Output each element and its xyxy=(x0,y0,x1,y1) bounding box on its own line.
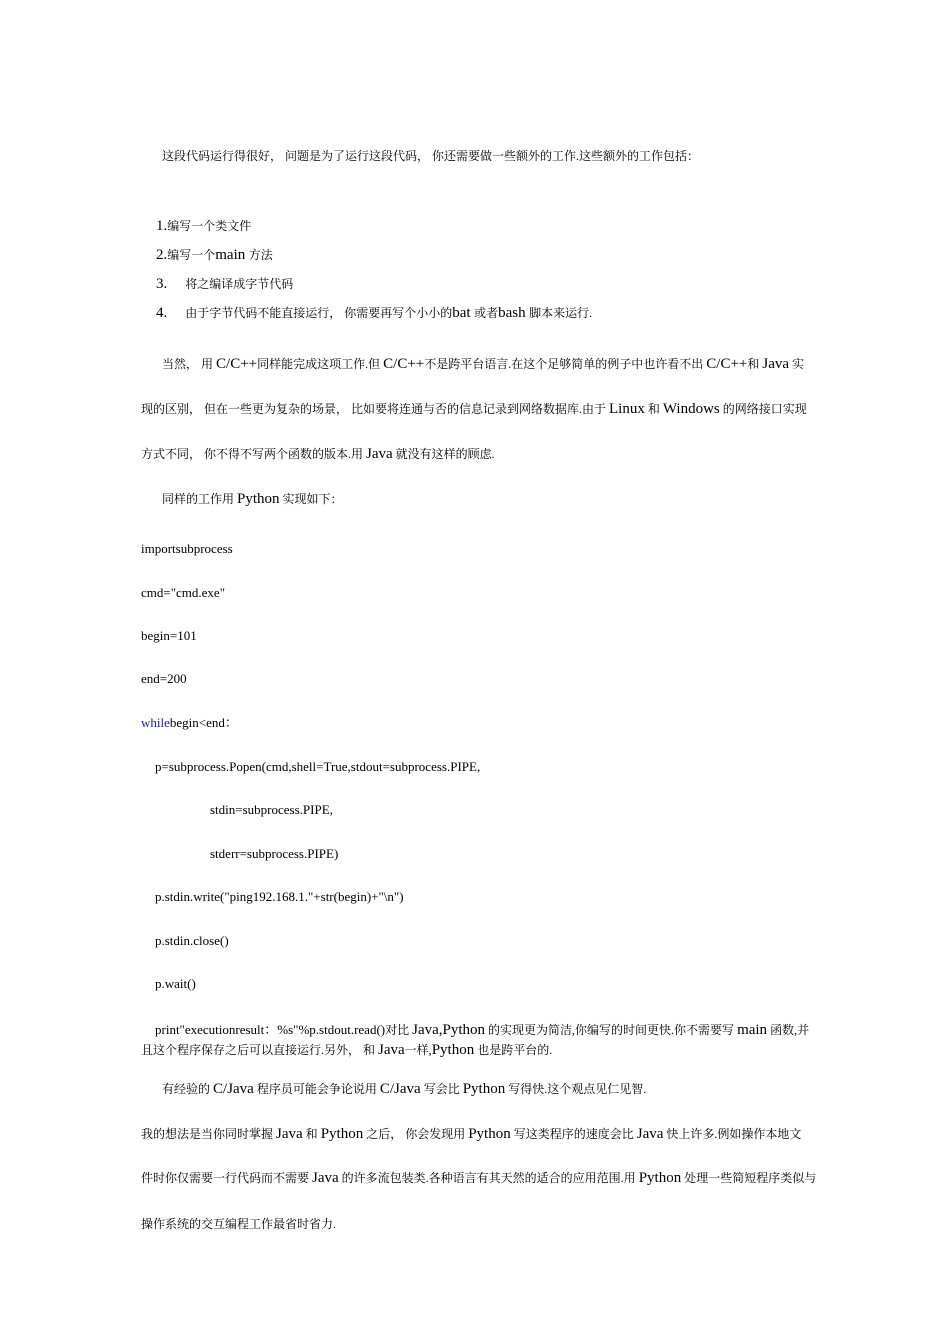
intro-paragraph: 这段代码运行得很好， 问题是为了运行这段代码， 你还需要做一些额外的工作.这些额外的工作包括： xyxy=(162,149,700,163)
text: 且这个程序保存之后可以直接运行.另外， 和 xyxy=(141,1043,379,1057)
paragraph-line xyxy=(141,1040,552,1060)
paragraph-line: 操作系统的交互编程工作最省时省力. xyxy=(141,1217,337,1231)
text: 同样能完成这项工作.但 xyxy=(257,357,384,371)
text: 的网络接口实现 xyxy=(719,402,807,416)
list-text: 将之编译成字节代码 xyxy=(185,277,294,291)
text-latin: Python xyxy=(431,1042,475,1058)
text-latin: Linux xyxy=(609,401,645,417)
text-latin: Java xyxy=(276,1126,303,1142)
paragraph-line xyxy=(155,1020,809,1040)
list-text: 或者 xyxy=(474,306,499,320)
paragraph-line xyxy=(162,1079,646,1099)
text-latin: Java,Python xyxy=(412,1022,486,1038)
text: 实现如下： xyxy=(279,492,343,506)
text: 函数,并 xyxy=(767,1023,810,1037)
text: 的实现更为简洁,你编写的时间更快.你不需要写 xyxy=(485,1023,738,1037)
text: 写这类程序的速度会比 xyxy=(510,1127,637,1141)
list-text: 编写一个 xyxy=(167,248,216,262)
code-line: p.stdin.close() xyxy=(155,933,229,948)
text-latin: C/Java xyxy=(213,1081,254,1097)
list-item xyxy=(156,216,251,237)
text-latin: Java xyxy=(378,1042,405,1058)
text-latin: Python xyxy=(468,1126,511,1142)
list-item xyxy=(156,303,592,324)
code-line: p.stdin.write("ping192.168.1."+str(begin)+"\n") xyxy=(155,889,404,904)
list-text: 编写一个类文件 xyxy=(167,219,252,233)
text: 就没有这样的顾虑. xyxy=(392,447,495,461)
text-latin: Java xyxy=(636,1126,664,1142)
text: 方式不同， 你不得不写两个函数的版本.用 xyxy=(141,447,367,461)
list-text: 方法 xyxy=(248,248,273,262)
text: 对比 xyxy=(385,1023,413,1037)
list-item xyxy=(156,274,293,295)
text: 快上许多.例如操作本地文 xyxy=(663,1127,802,1141)
code-keyword: while xyxy=(141,715,170,730)
code-line: p=subprocess.Popen(cmd,shell=True,stdout=subprocess.PIPE, xyxy=(155,759,481,774)
text-latin: C/C++ xyxy=(216,356,258,372)
list-item xyxy=(156,245,273,266)
text-latin: Java xyxy=(762,356,790,372)
paragraph-line xyxy=(162,354,804,374)
code-line: stdin=subprocess.PIPE, xyxy=(210,802,333,817)
paragraph-line xyxy=(141,444,495,464)
text-latin: main xyxy=(737,1022,768,1038)
code-text: print"executionresult：%s"%p.stdout.read() xyxy=(155,1022,386,1037)
text-latin: C/C++ xyxy=(383,356,425,372)
code-line: p.wait() xyxy=(155,976,196,991)
text-latin: Python xyxy=(638,1170,682,1186)
list-number: 1. xyxy=(156,218,168,234)
text: 和 xyxy=(302,1127,321,1141)
text: 的许多流包装类.各种语言有其天然的适合的应用范围.用 xyxy=(338,1171,639,1185)
text: 也是跨平台的. xyxy=(474,1043,553,1057)
text: 程序员可能会争论说用 xyxy=(253,1082,380,1096)
paragraph-line xyxy=(141,1168,816,1188)
text-latin: Java xyxy=(366,446,393,462)
text-latin: Java xyxy=(312,1170,339,1186)
list-text: 由于字节代码不能直接运行， 你需要再写个小小的 xyxy=(185,306,453,320)
code-line: begin=101 xyxy=(141,628,197,643)
list-number: 4. xyxy=(156,305,168,321)
text: 我的想法是当你同时掌握 xyxy=(141,1127,277,1141)
text: 有经验的 xyxy=(162,1082,214,1096)
list-number: 2. xyxy=(156,247,168,263)
code-line: end=200 xyxy=(141,671,187,686)
text-latin: C/Java xyxy=(379,1081,421,1097)
text-latin: Python xyxy=(237,491,280,507)
text: 不是跨平台语言.在这个足够简单的例子中也许看不出 xyxy=(424,357,707,371)
list-text-latin: bat xyxy=(452,305,471,321)
text: 和 xyxy=(644,402,663,416)
text: 和 xyxy=(747,357,763,371)
text: 实 xyxy=(789,357,805,371)
text: 写会比 xyxy=(420,1082,463,1096)
text: 现的区别， 但在一些更为复杂的场景， 比如要将连通与否的信息记录到网络数据库.由于 xyxy=(141,402,610,416)
text: 之后， 你会发现用 xyxy=(363,1127,469,1141)
list-number: 3. xyxy=(156,276,168,292)
text-latin: Windows xyxy=(662,401,720,417)
text-latin: C/C++ xyxy=(706,356,748,372)
list-text: 脚本来运行. xyxy=(529,306,593,320)
text-latin: Python xyxy=(320,1126,364,1142)
list-text-latin: bash xyxy=(498,305,526,321)
code-line: cmd="cmd.exe" xyxy=(141,585,225,600)
text: 一样, xyxy=(404,1043,432,1057)
paragraph-line xyxy=(141,1124,801,1144)
text: 处理一些简短程序类似与 xyxy=(681,1171,817,1185)
code-line: stderr=subprocess.PIPE) xyxy=(210,846,339,861)
text: 写得快.这个观点见仁见智. xyxy=(505,1082,647,1096)
text: 件时你仅需要一行代码而不需要 xyxy=(141,1171,313,1185)
text-latin: Python xyxy=(462,1081,506,1097)
code-line: importsubprocess xyxy=(141,541,233,556)
text: 同样的工作用 xyxy=(162,492,238,506)
text: 当然， 用 xyxy=(162,357,217,371)
paragraph-line xyxy=(141,399,807,419)
code-line xyxy=(141,714,238,732)
code-text: begin<end： xyxy=(169,715,238,730)
paragraph-line xyxy=(162,489,343,509)
list-text-latin: main xyxy=(215,247,246,263)
